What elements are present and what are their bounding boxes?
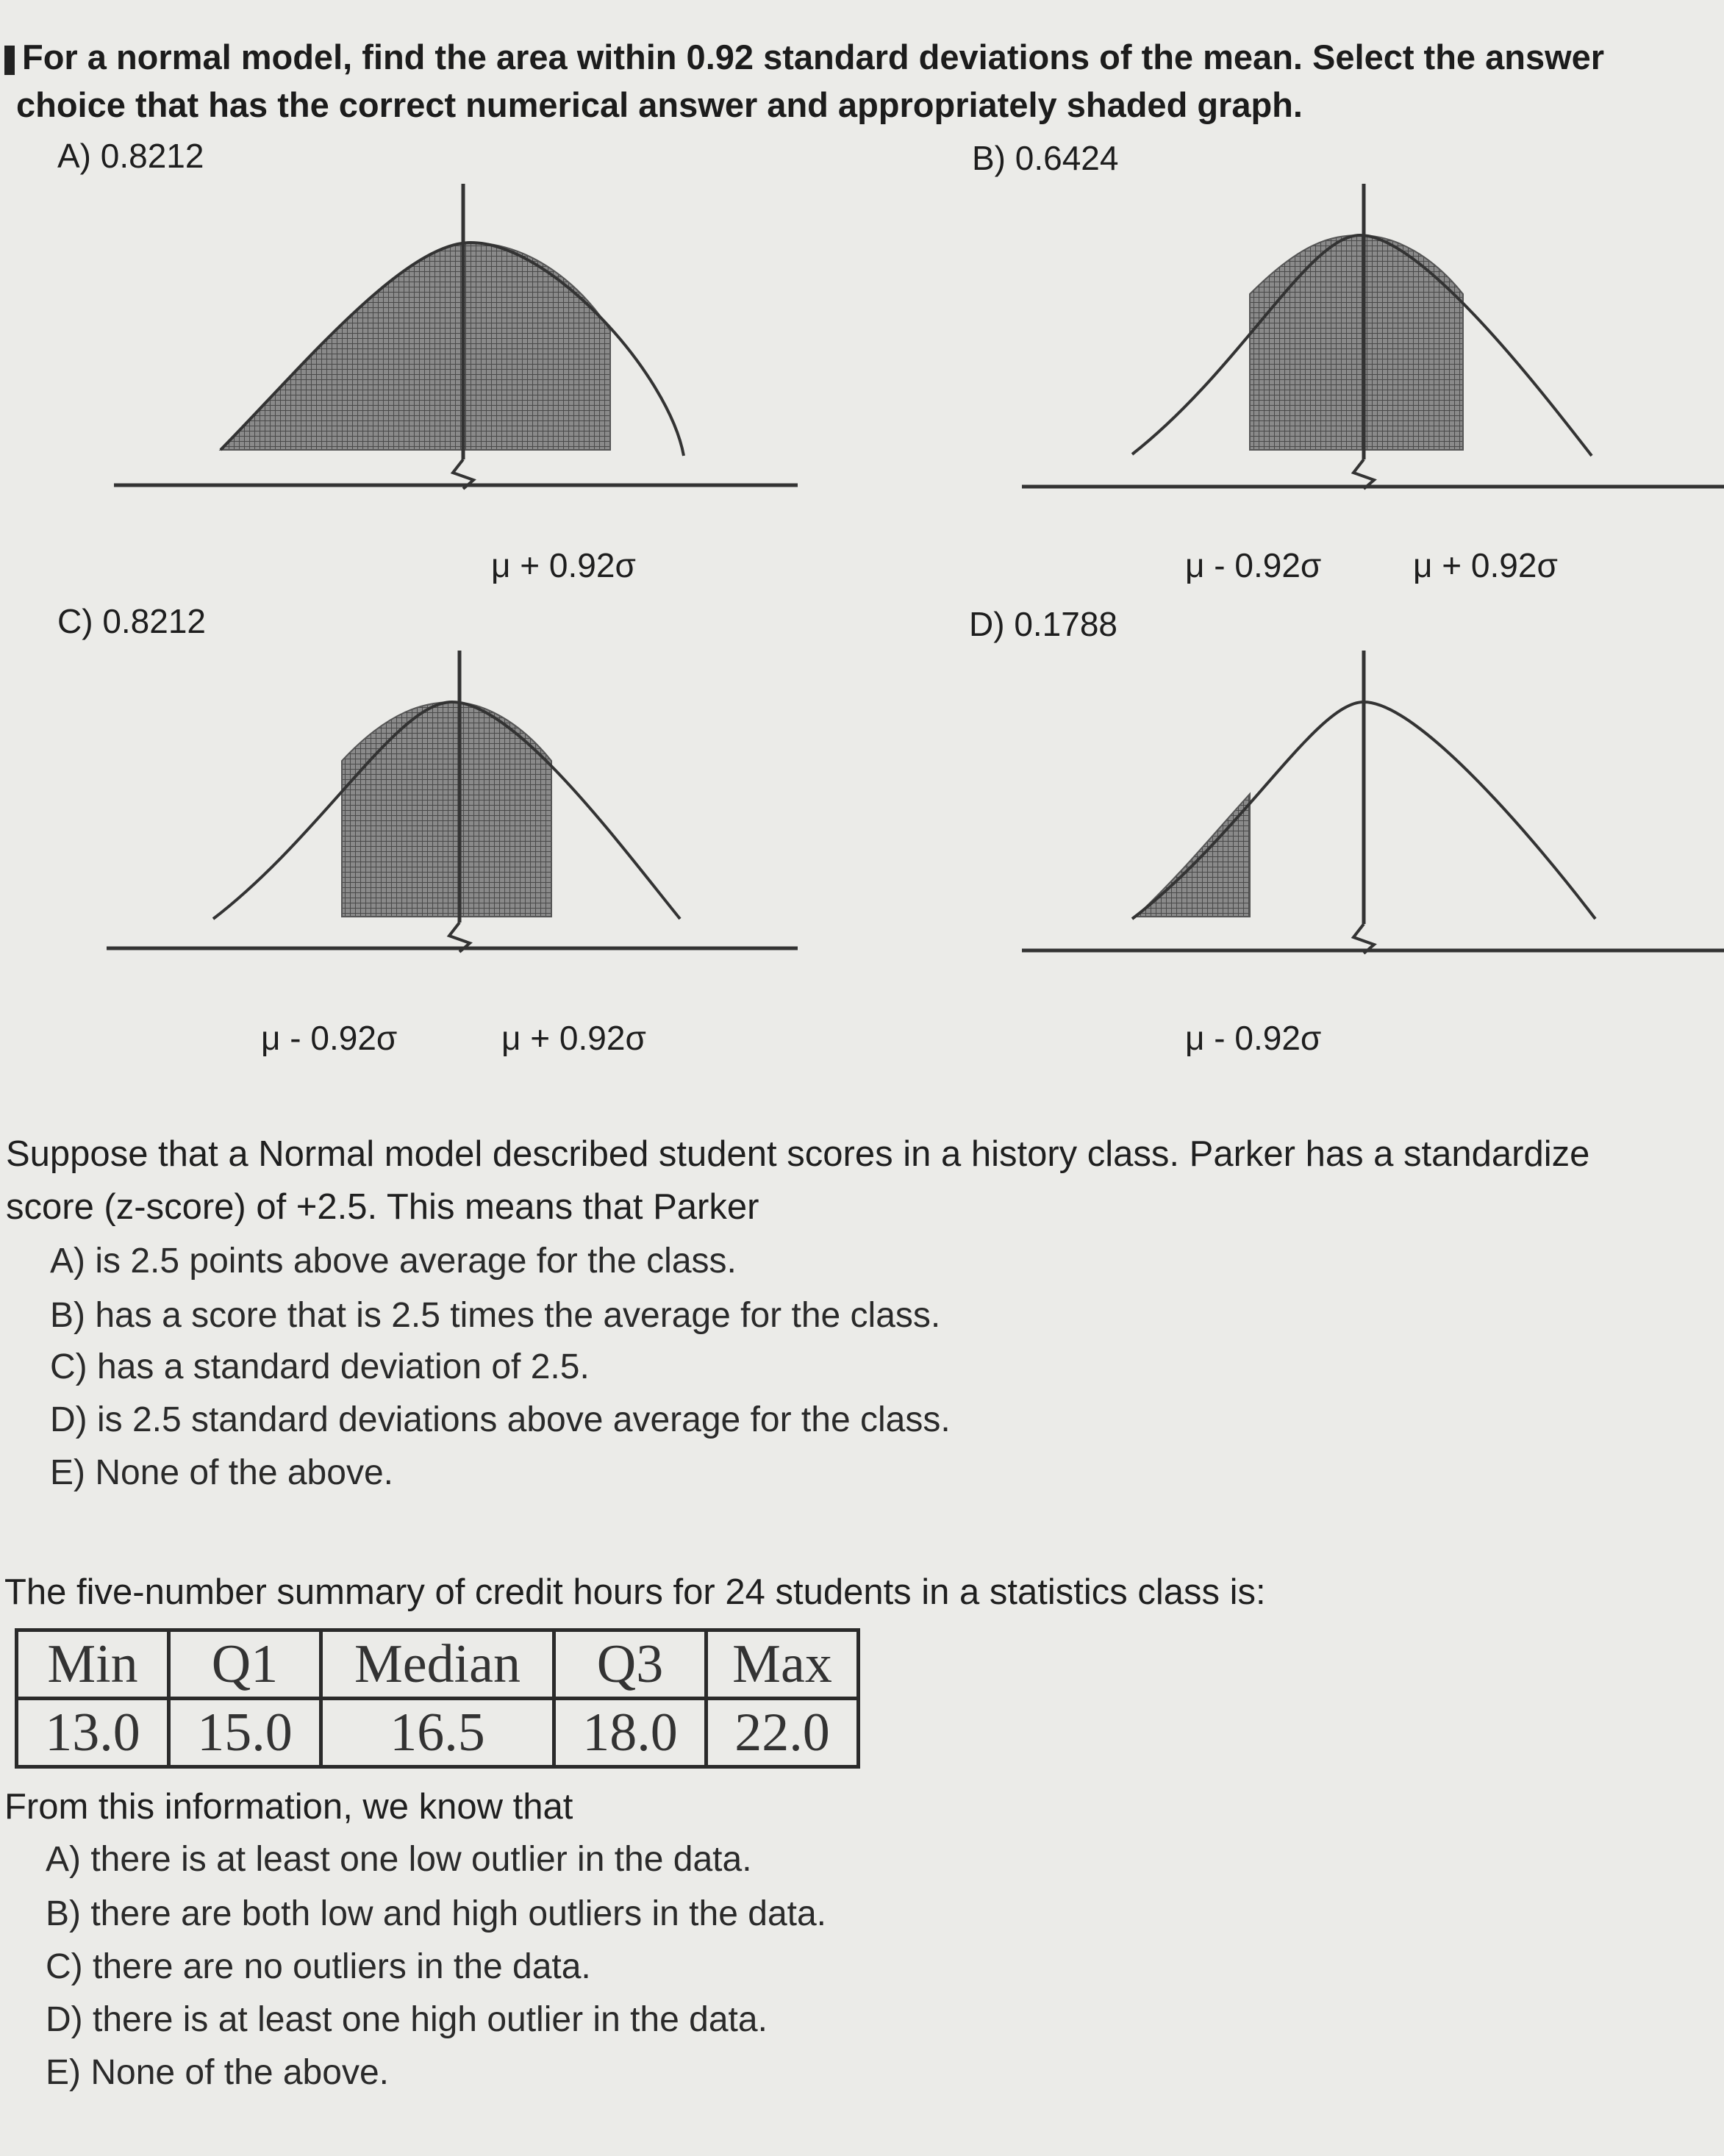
q2-option-b[interactable]: B) has a score that is 2.5 times the average for the class. <box>50 1296 941 1335</box>
value-median: 16.5 <box>321 1699 554 1767</box>
graph-b-label-minus: μ - 0.92σ <box>1185 546 1322 584</box>
value-max: 22.0 <box>707 1699 859 1767</box>
shaded-region <box>1136 794 1250 917</box>
q3-option-b[interactable]: B) there are both low and high outliers in the data. <box>46 1894 826 1933</box>
q3-option-a[interactable]: A) there is at least one low outlier in the data. <box>46 1840 752 1879</box>
q1-choice-a[interactable]: A) 0.8212 <box>57 137 204 175</box>
five-number-summary-table <box>15 1628 860 1769</box>
graph-b <box>1022 184 1724 500</box>
graph-a-label-plus: μ + 0.92σ <box>491 546 636 584</box>
value-q3: 18.0 <box>554 1699 707 1767</box>
value-q1: 15.0 <box>169 1699 321 1767</box>
q1-stem-line2: choice that has the correct numerical answer and appropriately shaded graph. <box>16 85 1303 124</box>
q1-choice-d[interactable]: D) 0.1788 <box>969 605 1118 643</box>
header-max: Max <box>707 1630 859 1699</box>
q3-intro: The five-number summary of credit hours for 24 students in a statistics class is: <box>4 1572 1266 1612</box>
q3-option-e[interactable]: E) None of the above. <box>46 2053 389 2092</box>
graph-d-label-minus: μ - 0.92σ <box>1185 1019 1322 1057</box>
value-min: 13.0 <box>17 1699 169 1767</box>
q3-option-c[interactable]: C) there are no outliers in the data. <box>46 1947 591 1986</box>
q3-option-d[interactable]: D) there is at least one high outlier in the data. <box>46 2000 768 2039</box>
q2-option-a[interactable]: A) is 2.5 points above average for the class. <box>50 1242 737 1281</box>
header-min: Min <box>17 1630 169 1699</box>
graph-c <box>103 651 809 967</box>
question-marker-icon <box>4 46 15 75</box>
q2-stem-line2: score (z-score) of +2.5. This means that Parker <box>6 1187 759 1227</box>
header-q1: Q1 <box>169 1630 321 1699</box>
q2-option-c[interactable]: C) has a standard deviation of 2.5. <box>50 1347 590 1386</box>
q2-option-e[interactable]: E) None of the above. <box>50 1453 393 1492</box>
graph-b-label-plus: μ + 0.92σ <box>1413 546 1558 584</box>
shaded-region <box>1250 235 1463 450</box>
q1-choice-b[interactable]: B) 0.6424 <box>972 139 1119 177</box>
table-value-row <box>17 1699 859 1767</box>
graph-c-label-plus: μ + 0.92σ <box>501 1019 646 1057</box>
q1-stem-line1: For a normal model, find the area within 0.92 standard deviations of the mean. Select the answer <box>4 37 1604 77</box>
q2-stem-line1: Suppose that a Normal model described student scores in a history class. Parker has a standardize <box>6 1134 1590 1174</box>
shaded-region <box>342 702 551 917</box>
header-median: Median <box>321 1630 554 1699</box>
q1-choice-c[interactable]: C) 0.8212 <box>57 602 207 640</box>
table-header-row <box>17 1630 859 1699</box>
q3-lead: From this information, we know that <box>4 1787 573 1827</box>
q2-option-d[interactable]: D) is 2.5 standard deviations above average for the class. <box>50 1400 951 1439</box>
graph-c-label-minus: μ - 0.92σ <box>261 1019 398 1057</box>
graph-d <box>1022 651 1724 967</box>
header-q3: Q3 <box>554 1630 707 1699</box>
graph-a <box>110 184 809 500</box>
